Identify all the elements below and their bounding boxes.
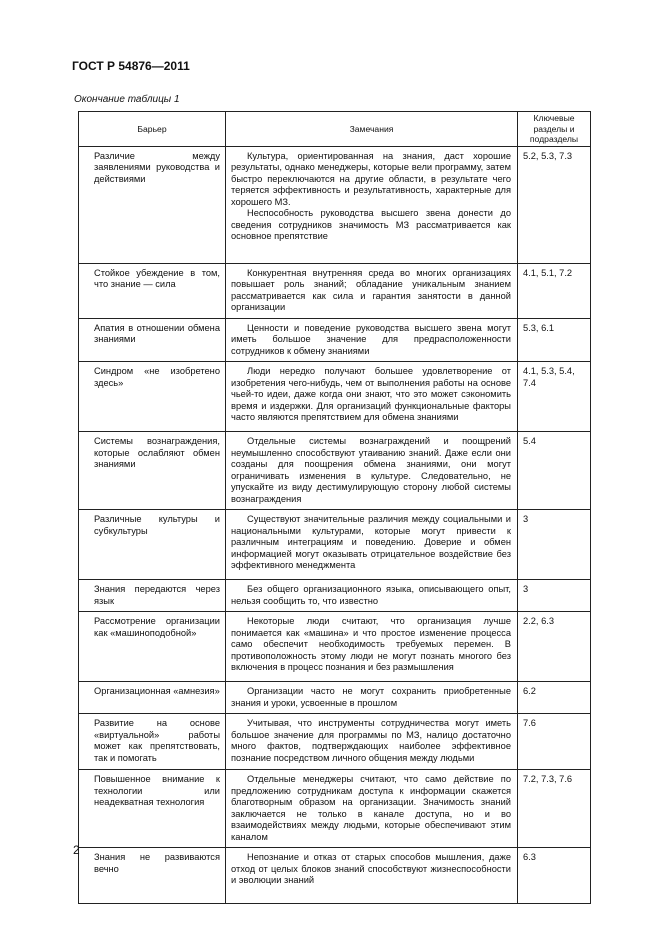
table-row xyxy=(79,682,591,714)
barrier-cell: Рассмотрение организации как «машиноподобной» xyxy=(79,612,226,682)
remarks-paragraph: Учитывая, что инструменты сотрудничества могут иметь большое значение для программы по МЗ, налицо достаточно много фактов, подтверждающих наиболее эффективное познание посредством личного общения между людьми xyxy=(231,718,511,763)
barrier-cell: Системы вознаграждения, которые ослабляют обмен знаниями xyxy=(79,432,226,510)
table-row xyxy=(79,146,591,263)
column-header-barrier: Барьер xyxy=(79,112,226,147)
remarks-cell xyxy=(226,510,518,580)
sections-cell: 3 xyxy=(518,580,591,612)
sections-cell: 5.4 xyxy=(518,432,591,510)
table-row xyxy=(79,612,591,682)
remarks-paragraph: Конкурентная внутренняя среда во многих организациях повышает роль знаний; обладание уникальным знанием рассматривается как сила и гарантия занятости в данной организации xyxy=(231,267,511,312)
sections-cell: 4.1, 5.1, 7.2 xyxy=(518,263,591,318)
column-header-remarks: Замечания xyxy=(226,112,518,147)
table-row xyxy=(79,848,591,904)
remarks-cell xyxy=(226,146,518,263)
table-row xyxy=(79,714,591,770)
remarks-cell xyxy=(226,714,518,770)
barrier-cell: Различные культуры и субкультуры xyxy=(79,510,226,580)
remarks-cell xyxy=(226,362,518,432)
table-header-row xyxy=(79,112,591,147)
remarks-paragraph: Некоторые люди считают, что организация лучше понимается как «машина» и что простое изменение процесса само обеспечит необходимость требуемых перемен. В противоположность этому люди не могут познать многого без включения в процесс познания и без размышления xyxy=(231,616,511,672)
remarks-paragraph: Организации часто не могут сохранить приобретенные знания и уроки, усвоенные в прошлом xyxy=(231,686,511,708)
barrier-cell: Синдром «не изобретено здесь» xyxy=(79,362,226,432)
table-row xyxy=(79,362,591,432)
remarks-paragraph: Без общего организационного языка, описывающего опыт, нельзя сообщить то, что известно xyxy=(231,584,511,606)
remarks-cell xyxy=(226,580,518,612)
barrier-cell: Стойкое убеждение в том, что знание — сила xyxy=(79,263,226,318)
barrier-cell: Апатия в отношении обмена знаниями xyxy=(79,318,226,362)
table-row xyxy=(79,580,591,612)
remarks-paragraph: Непознание и отказ от старых способов мышления, даже отход от целых блоков знаний способствуют жизнеспособности и эволюции знаний xyxy=(231,852,511,885)
remarks-paragraph: Неспособность руководства высшего звена донести до сведения сотрудников значимость МЗ рассматривается как основное препятствие xyxy=(231,208,511,241)
remarks-cell xyxy=(226,263,518,318)
sections-cell: 7.2, 7.3, 7.6 xyxy=(518,770,591,848)
remarks-cell xyxy=(226,612,518,682)
barrier-cell: Повышенное внимание к технологии или неадекватная технология xyxy=(79,770,226,848)
remarks-paragraph: Ценности и поведение руководства высшего звена могут иметь большое значение для предрасположенности сотрудников к обмену знаниями xyxy=(231,322,511,356)
remarks-paragraph: Отдельные менеджеры считают, что само действие по предложению сотрудникам доступа к информации скажется благотворным образом на организации. Значимость знаний заключается не только в канале доступа, но и во взаимодействиях между людьми, которые обеспечивают этим каналом xyxy=(231,774,511,842)
table-row xyxy=(79,318,591,362)
standard-number: ГОСТ Р 54876—2011 xyxy=(72,59,190,73)
sections-cell: 4.1, 5.3, 5.4, 7.4 xyxy=(518,362,591,432)
table-row xyxy=(79,432,591,510)
page-number: 2 xyxy=(73,843,80,857)
remarks-paragraph: Отдельные системы вознаграждений и поощрений неумышленно способствуют утаиванию знаний. Даже если они созданы для поощрения обмена знаниями, они могут ограничивать изменения в культуре. Следовательно, не упускайте из виду дестимулирующую сторону любой системы вознаграждения xyxy=(231,436,511,504)
remarks-cell xyxy=(226,432,518,510)
sections-cell: 7.6 xyxy=(518,714,591,770)
sections-cell: 6.2 xyxy=(518,682,591,714)
sections-cell: 6.3 xyxy=(518,848,591,904)
sections-cell: 2.2, 6.3 xyxy=(518,612,591,682)
remarks-cell xyxy=(226,848,518,904)
remarks-paragraph: Люди нередко получают большее удовлетворение от изобретения чего-нибудь, чем от выполнения работы на основе чьей-то идеи, даже когда они знают, что это может сэкономить время и издержки. Для организаций функциональные факторы часто являются препятствием для обмена знаниями xyxy=(231,366,511,422)
table-row xyxy=(79,770,591,848)
remarks-paragraph: Культура, ориентированная на знания, даст хорошие результаты, однако менеджеры, которые вели программу, затем быстро переключаются на другие области, в результате чего теряется эффективность и результативность, характерные для хорошего МЗ. xyxy=(231,150,511,207)
barrier-cell: Организационная «амнезия» xyxy=(79,682,226,714)
sections-cell: 3 xyxy=(518,510,591,580)
remarks-cell xyxy=(226,770,518,848)
column-header-sections: Ключевые разделы и подразделы xyxy=(518,112,591,147)
remarks-cell xyxy=(226,682,518,714)
sections-cell: 5.2, 5.3, 7.3 xyxy=(518,146,591,263)
barrier-cell: Различие между заявлениями руководства и действиями xyxy=(79,146,226,263)
remarks-paragraph: Существуют значительные различия между социальными и национальными культурами, которые могут привести к различным интеграциям и поведению. Доверие и обмен информацией могут оказывать отрицательное воздействие без эффективного менеджмента xyxy=(231,514,511,570)
table-row xyxy=(79,263,591,318)
sections-cell: 5.3, 6.1 xyxy=(518,318,591,362)
barrier-cell: Знания передаются через язык xyxy=(79,580,226,612)
remarks-cell xyxy=(226,318,518,362)
barrier-cell: Развитие на основе «виртуальной» работы может как препятствовать, так и помогать xyxy=(79,714,226,770)
barriers-table xyxy=(78,111,591,904)
barrier-cell: Знания не развиваются вечно xyxy=(79,848,226,904)
table-row xyxy=(79,510,591,580)
table-caption: Окончание таблицы 1 xyxy=(74,94,180,105)
